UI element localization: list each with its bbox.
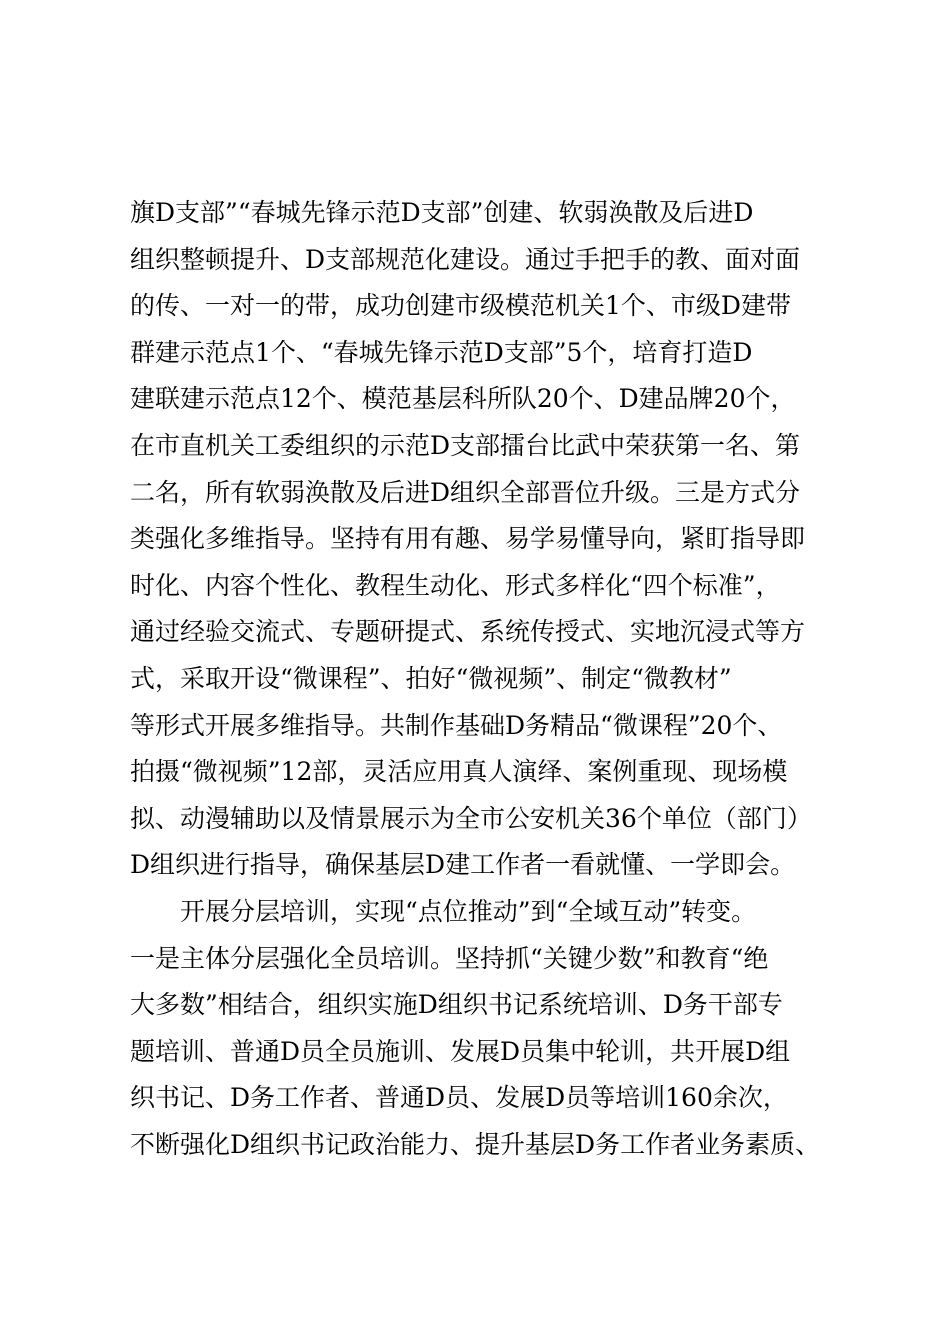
text-line: 组织整顿提升、D支部规范化建设。通过手把手的教、面对面 <box>130 244 801 274</box>
text-line: 大多数”相结合，组织实施D组织书记系统培训、D务干部专 <box>130 990 783 1020</box>
text-line: 一是主体分层强化全员培训。坚持抓“关键少数”和教育“绝 <box>130 943 769 973</box>
text-line: 二名，所有软弱涣散及后进D组织全部晋位升级。三是方式分 <box>130 477 801 507</box>
text-line: 通过经验交流式、专题研提式、系统传授式、实地沉浸式等方 <box>130 617 806 647</box>
text-line: 等形式开展多维指导。共制作基础D务精品“微课程”20个、 <box>130 710 783 740</box>
text-line: 的传、一对一的带，成功创建市级模范机关1个、市级D建带 <box>130 291 791 321</box>
text-line: 织书记、D务工作者、普通D员、发展D员等培训160余次， <box>130 1083 788 1113</box>
text-line: 题培训、普通D员全员施训、发展D员集中轮训，共开展D组 <box>130 1036 791 1066</box>
text-line: D组织进行指导，确保基层D建工作者一看就懂、一学即会。 <box>130 850 796 880</box>
body-text <box>130 190 850 1168</box>
paragraph-heading-line: 开展分层培训，实现“点位推动”到“全域互动”转变。 <box>180 896 757 926</box>
text-line: 旗D支部”“春城先锋示范D支部”创建、软弱涣散及后进D <box>130 198 754 227</box>
text-line: 时化、内容个性化、教程生动化、形式多样化“四个标准”， <box>130 570 781 600</box>
text-line: 拍摄“微视频”12部，灵活应用真人演绎、案例重现、现场模 <box>130 757 788 787</box>
text-line: 式，采取开设“微课程”、拍好“微视频”、制定“微教材” <box>130 663 732 693</box>
text-line: 类强化多维指导。坚持有用有趣、易学易懂导向，紧盯指导即 <box>130 524 806 554</box>
text-line: 建联建示范点12个、模范基层科所队20个、D建品牌20个， <box>130 384 796 414</box>
text-line: 群建示范点1个、“春城先锋示范D支部”5个，培育打造D <box>130 337 753 367</box>
text-line: 不断强化D组织书记政治能力、提升基层D务工作者业务素质、 <box>130 1129 821 1159</box>
text-line: 拟、动漫辅助以及情景展示为全市公安机关36个单位（部门） <box>130 803 812 833</box>
text-line: 在市直机关工委组织的示范D支部擂台比武中荣获第一名、第 <box>130 430 801 460</box>
